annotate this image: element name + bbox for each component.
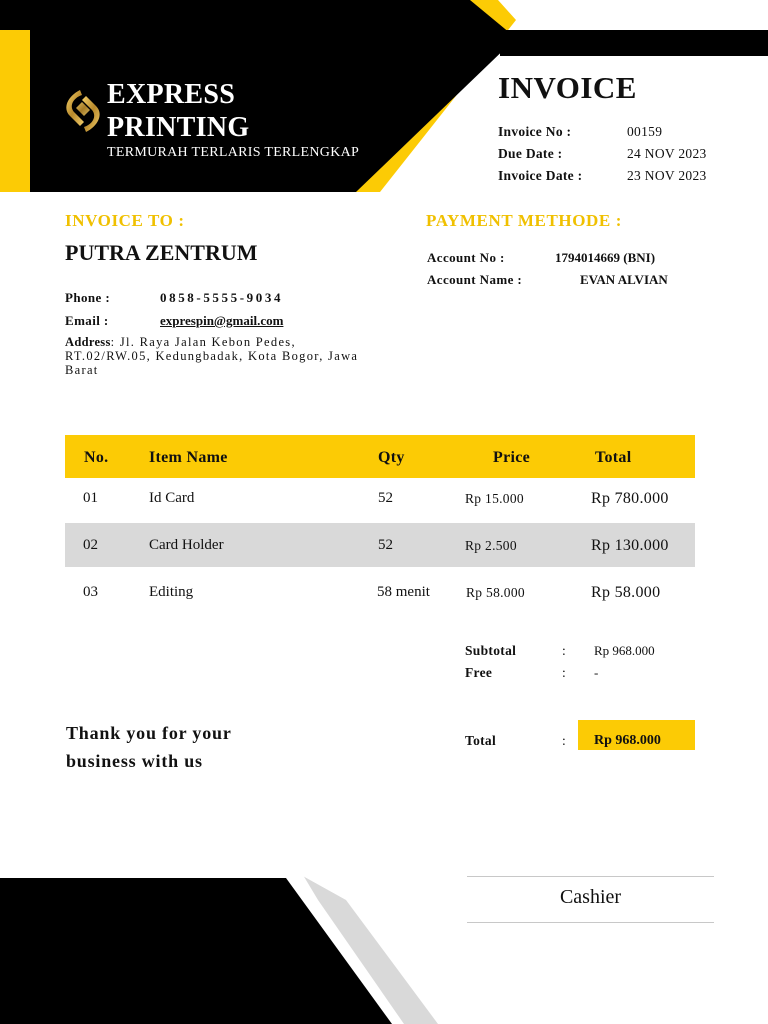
address-label: Address xyxy=(65,335,111,349)
company-name-line2: PRINTING xyxy=(107,112,250,143)
account-no: 1794014669 (BNI) xyxy=(555,250,656,265)
row-no: 01 xyxy=(83,490,98,506)
row-qty: 52 xyxy=(378,537,393,553)
header-right-black-bar xyxy=(500,30,768,56)
phone-label: Phone : xyxy=(65,290,111,305)
free-colon: : xyxy=(562,665,566,680)
invoice-number-label: Invoice No : xyxy=(498,124,572,139)
subtotal-value: Rp 968.000 xyxy=(594,643,655,658)
row-item: Id Card xyxy=(149,490,195,506)
total-colon: : xyxy=(562,733,566,748)
footer-banner xyxy=(0,870,768,1024)
row-item: Card Holder xyxy=(149,537,224,553)
company-tagline: TERMURAH TERLARIS TERLENGKAP xyxy=(107,145,360,160)
phone-value: 0858-5555-9034 xyxy=(160,290,284,305)
total-label: Total xyxy=(465,733,497,748)
grand-total-value: Rp 968.000 xyxy=(594,733,661,748)
invoice-title: INVOICE xyxy=(498,70,637,105)
address-block xyxy=(65,335,365,377)
printing-logo-icon xyxy=(60,86,106,136)
due-date-label: Due Date : xyxy=(498,146,563,161)
col-header-total: Total xyxy=(595,449,632,466)
thank-you-message: Thank you for your business with us xyxy=(66,723,232,771)
invoice-to-heading: INVOICE TO : xyxy=(65,211,185,230)
row-price: Rp 2.500 xyxy=(465,538,517,553)
row-qty: 52 xyxy=(378,490,393,506)
row-no: 02 xyxy=(83,537,98,553)
row-item: Editing xyxy=(149,584,194,600)
row-total: Rp 780.000 xyxy=(591,490,669,507)
free-value: - xyxy=(594,665,599,680)
row-total: Rp 130.000 xyxy=(591,537,669,554)
account-no-label: Account No : xyxy=(427,250,505,265)
col-header-price: Price xyxy=(493,449,531,466)
invoice-date-label: Invoice Date : xyxy=(498,168,583,183)
row-qty: 58 menit xyxy=(377,584,430,600)
subtotal-colon: : xyxy=(562,643,566,658)
company-name-line1: EXPRESS xyxy=(107,79,236,110)
email-link[interactable]: exprespin@gmail.com xyxy=(160,313,284,328)
cashier-label: Cashier xyxy=(559,886,622,908)
invoice-date: 23 NOV 2023 xyxy=(627,168,707,183)
company-name xyxy=(107,78,249,144)
row-price: Rp 15.000 xyxy=(465,491,524,506)
col-header-item: Item Name xyxy=(149,449,228,466)
client-name: PUTRA ZENTRUM xyxy=(65,240,258,265)
subtotal-label: Subtotal xyxy=(465,643,517,658)
account-name-label: Account Name : xyxy=(427,272,523,287)
email-label: Email : xyxy=(65,313,109,328)
header-left-yellow-bar xyxy=(0,30,30,192)
free-label: Free xyxy=(465,665,493,680)
invoice-number: 00159 xyxy=(627,124,663,139)
row-no: 03 xyxy=(83,584,98,600)
due-date: 24 NOV 2023 xyxy=(627,146,707,161)
col-header-no: No. xyxy=(84,449,109,466)
row-price: Rp 58.000 xyxy=(466,585,525,600)
address-value: : Jl. Raya Jalan Kebon Pedes, RT.02/RW.05, Kedungbadak, Kota Bogor, Jawa Barat xyxy=(65,335,359,377)
row-total: Rp 58.000 xyxy=(591,584,661,601)
account-name: EVAN ALVIAN xyxy=(580,272,668,287)
payment-heading: PAYMENT METHODE : xyxy=(426,211,622,230)
col-header-qty: Qty xyxy=(378,449,405,466)
